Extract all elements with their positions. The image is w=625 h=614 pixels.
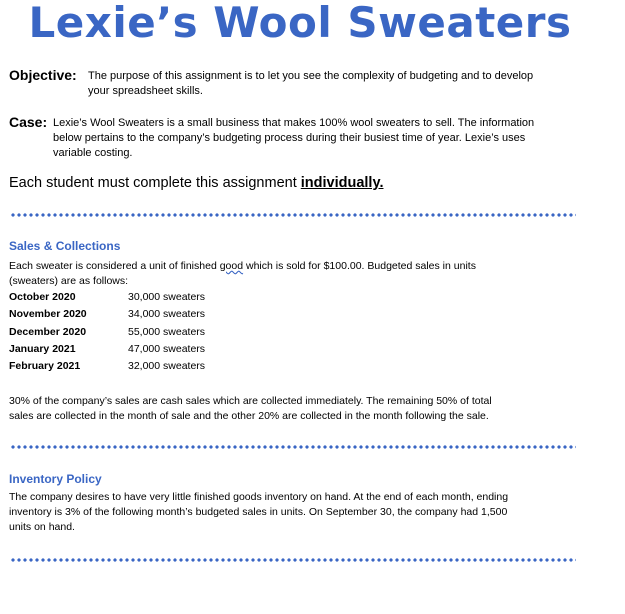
sales-section-title: Sales & Collections (9, 239, 121, 253)
case-block (9, 114, 569, 159)
sales-intro-part-1: Each sweater is considered a unit of finished (9, 260, 220, 272)
dotted-divider (10, 213, 576, 217)
inventory-line-2: inventory is 3% of the following month’s budgeted sales in units. On September 30, the company had 1,500 (9, 506, 508, 518)
case-label: Case: (9, 114, 48, 130)
dotted-divider (10, 445, 576, 449)
table-row (9, 324, 205, 341)
table-row (9, 358, 205, 375)
table-row (9, 289, 205, 306)
individual-prefix: Each student must complete this assignment (9, 175, 301, 191)
table-row (9, 306, 205, 323)
objective-line-2: your spreadsheet skills. (88, 85, 203, 97)
objective-text (88, 69, 533, 99)
row-month: November 2020 (9, 308, 87, 321)
inventory-line-1: The company desires to have very little finished goods inventory on hand. At the end of each month, ending (9, 491, 509, 503)
collections-paragraph (9, 394, 569, 424)
sales-intro-line-2: (sweaters) are as follows: (9, 275, 129, 287)
objective-label: Objective: (9, 67, 77, 83)
objective-line-1: The purpose of this assignment is to let you see the complexity of budgeting and to develop (88, 70, 534, 82)
page-title: Lexie’s Wool Sweaters (28, 0, 572, 47)
dotted-divider (10, 558, 576, 562)
inventory-line-3: units on hand. (9, 521, 75, 533)
sales-intro-part-2: which is sold for $100.00. Budgeted sales in units (243, 260, 476, 272)
case-line-2: below pertains to the company’s budgeting process during their busiest time of year. Lexie’s uses (53, 132, 526, 144)
sales-table (9, 289, 205, 375)
collections-line-2: sales are collected in the month of sale and the other 20% are collected in the month following the sale. (9, 410, 489, 422)
row-units: 32,000 sweaters (128, 360, 206, 373)
row-month: October 2020 (9, 291, 76, 303)
table-row (9, 341, 205, 358)
objective-block (9, 67, 569, 97)
row-month: December 2020 (9, 325, 87, 338)
case-line-1: Lexie’s Wool Sweaters is a small business that makes 100% wool sweaters to sell. The information (53, 117, 535, 129)
row-month: February 2021 (9, 360, 81, 373)
row-units: 34,000 sweaters (128, 308, 206, 321)
case-text (53, 116, 534, 161)
row-units: 55,000 sweaters (128, 325, 206, 338)
collections-line-1: 30% of the company’s sales are cash sales which are collected immediately. The remaining 50% of total (9, 395, 492, 407)
inventory-section-title: Inventory Policy (9, 472, 102, 486)
sales-intro (9, 259, 569, 289)
row-units: 30,000 sweaters (128, 291, 206, 303)
individual-emphasis: individually. (300, 175, 384, 191)
sales-intro-wavy-word: good (219, 260, 244, 272)
case-line-3: variable costing. (53, 147, 133, 159)
individual-note (9, 175, 383, 191)
row-units: 47,000 sweaters (128, 342, 206, 355)
row-month: January 2021 (9, 342, 76, 355)
inventory-paragraph (9, 490, 569, 535)
